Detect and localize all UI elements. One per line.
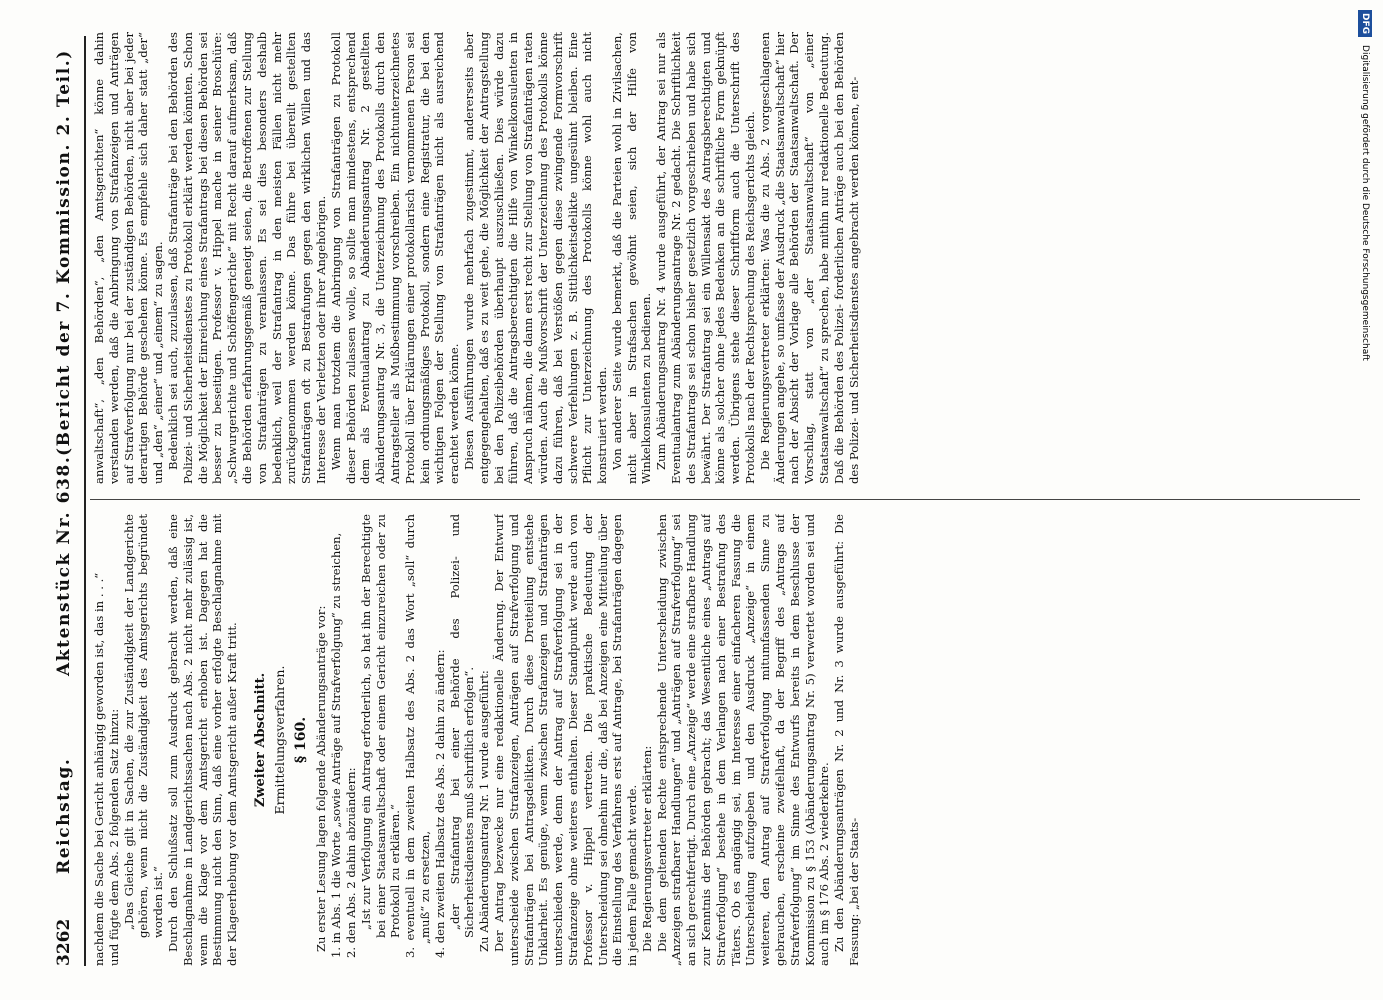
dfg-logo: DFG	[1359, 10, 1373, 37]
paragraph: Zu Abänderungsantrag Nr. 1 wurde ausgeführt:	[477, 670, 492, 952]
paragraph: Zum Abänderungsantrag Nr. 4 wurde ausgeführt, der Antrag sei nur als Eventualantrag zum Abänderungsantrage Nr. 2 gedacht. Die Schriftlichkeit des Strafantrags sei schon bisher gesetzlich vorgeschrieben und habe sich bewährt. Der Strafantrag sei ein Willensakt des Antragsberechtigten und könne als solcher ohne jedes Bedenken an die schriftliche Form geknüpft werden. Übrigens stehe dieser Schriftform auch die Unterschrift des Protokolls nach der Rechtsprechung des Reichsgerichts gleich.	[654, 32, 758, 484]
text-column-left	[92, 514, 1360, 966]
quoted-paragraph: „Das Gleiche gilt in Sachen, die zur Zuständigkeit der Landgerichte gehören, wenn nicht die Zuständigkeit des Amtsgerichts begründet worden ist.“	[121, 514, 166, 938]
paragraph: Wenn man trotzdem die Anbringung von Strafanträgen zu Protokoll dieser Behörden zulassen wolle, so sollte man mindestens, entsprechend dem als Eventualantrag zu Abänderungsantrag Nr. 2 gestellten Abänderungsantrag Nr. 3, die Unterzeichnung des Protokolls durch den Antragsteller als Mußbestimmung vorschreiben. Ein nichtunterzeichnetes Protokoll über Erklärungen einer protokollarisch vernommenen Person sei kein ordnungsmäßiges Protokoll, sondern eine Registratur, die bei den wichtigen Folgen der Stellung von Strafanträgen nicht als ausreichend erachtet werden könne.	[328, 32, 462, 484]
digitization-credit	[1352, 10, 1378, 990]
paragraph: anwaltschaft“, „den Behörden“, „den Amtsgerichten“ könne dahin verstanden werden, daß die Anbringung von Strafanzeigen und Anträgen auf Strafverfolgung nur bei der zuständigen Behörden, nicht aber bei jeder derartigen Behörde geschehen könne. Es empfehle sich daher statt „der“ und „den“ „einer“ und „einem“ zu sagen.	[92, 32, 166, 484]
header-left-title: Reichstag.	[54, 757, 74, 874]
paragraph: Die Regierungsvertreter erklärten:	[639, 745, 654, 952]
section-subtitle: Ermittelungsverfahren.	[271, 665, 287, 815]
paragraph: und fügte dem Abs. 2 folgenden Satz hinzu:	[106, 708, 121, 966]
document-label: Aktenstück Nr. 638.	[54, 455, 74, 676]
page-number: 3262	[54, 918, 74, 966]
quoted-paragraph: „der Strafantrag bei einer Behörde des Polizei- und Sicherheitsdienstes muß schriftlich erfolgen“.	[447, 514, 477, 938]
quoted-paragraph: „Ist zur Verfolgung ein Antrag erforderlich, so hat ihn der Berechtigte bei einer Staatsanwaltschaft oder einem Gericht einzureichen oder zu Protokoll zu erklären.“	[358, 514, 403, 938]
credit-text: Digitalisierung gefördert durch die Deutsche Forschungsgemeinschaft	[1360, 45, 1370, 361]
paragraph: Diesen Ausführungen wurde mehrfach zugestimmt, andererseits aber entgegengehalten, daß es zu weit gehe, die Möglichkeit der Antragstellung bei den Polizeibehörden überhaupt auszuschließen. Dies würde dazu führen, daß die Antragsberechtigten die Hilfe von Winkelkonsulenten in Anspruch nähmen, die dann erst recht zur Stellung von Strafanträgen raten würden. Auch die Mußvorschrift der Unterzeichnung des Protokolls könne dazu führen, daß bei Verstößen gegen diese zwingende Formvorschrift schwere Verfehlungen z. B. Sittlichkeitsdelikte ungesühnt bleiben. Eine Pflicht zur Unterzeichnung des Protokolls könne wohl auch nicht konstruiert werden.	[461, 32, 610, 484]
paragraph: Durch den Schlußsatz soll zum Ausdruck gebracht werden, daß eine Beschlagnahme in Landgerichtssachen nach Abs. 2 nicht mehr zulässig ist, wenn die Klage vor dem Amtsgericht erhoben ist. Dagegen hat die Bestimmung nicht den Sinn, daß eine vorher erfolgte Beschlagnahme mit der Klageerhebung vor dem Amtsgericht außer Kraft tritt.	[165, 514, 240, 966]
list-item: 1. in Abs. 1 die Worte „sowie Anträge auf Strafverfolgung“ zu streichen,	[329, 532, 344, 958]
text-column-right	[92, 32, 1360, 484]
paragraph: Die Regierungsvertreter erklärten: Was die zu Abs. 2 vorgeschlagenen Änderungen angehe, so umfasse der Ausdruck „die Staatsanwaltschaft“ hier nach der Absicht der Vorlage alle Behörden der Staatsanwaltschaft. Der Vorschlag, statt von „der Staatsanwaltschaft“ von „einer Staatsanwaltschaft“ zu sprechen, habe mithin nur redaktionelle Bedeutung. Daß die Behörden des Polizei- forderlichen Anträge auch bei den Behörden des Polizei- und Sicherheitsdienstes angebracht werden können, ent-	[757, 32, 861, 484]
paragraph: Der Antrag bezwecke nur eine redaktionelle Änderung. Der Entwurf unterscheide zwischen Strafanzeigen, Anträgen auf Strafverfolgung und Strafanträgen bei Antragsdelikten. Durch diese Dreiteilung entstehe Unklarheit. Es genüge, wenn zwischen Strafanzeigen und Strafanträgen unterschieden werde, denn der Antrag auf Strafverfolgung sei in der Strafanzeige ohne weiteres enthalten. Dieser Standpunkt werde auch von Professor v. Hippel vertreten. Die praktische Bedeutung der Unterscheidung sei ohnehin nur die, daß bei Anzeigen eine Mitteilung über die Einstellung des Verfahrens erst auf Antrage, bei Strafanträgen dagegen in jedem Falle gemacht werde.	[491, 514, 640, 966]
list-item: 2. den Abs. 2 dahin abzuändern:	[343, 767, 358, 958]
paragraph-number: § 160.	[292, 716, 309, 764]
paragraph: nachdem die Sache bei Gericht anhängig geworden ist, das in . . .“	[92, 572, 106, 966]
paragraph: Bedenklich sei auch, zuzulassen, daß Strafanträge bei den Behörden des Polizei- und Sicherheitsdienstes zu Protokoll erklärt werden könnten. Schon die Möglichkeit der Einreichung eines Strafantrags bei diesen Behörden sei besser zu beseitigen. Professor v. Hippel mache in seiner Broschüre: „Schwurgerichte und Schöffengerichte“ mit Recht darauf aufmerksam, daß die Behörden erfahrungsgemäß geneigt seien, die Betroffenen zur Stellung von Strafanträgen zu veranlassen. Es sei dies besonders deshalb bedenklich, weil der Strafantrag in den meisten Fällen nicht mehr zurückgenommen werden könne. Das führe bei übereilt gestellten Strafanträgen oft zu Bestrafungen gegen den wirklichen Willen und das Interesse der Verletzten oder ihrer Angehörigen.	[165, 32, 328, 484]
report-title: (Bericht der 7. Kommission. 2. Teil.)	[54, 49, 74, 456]
credit-line	[1352, 10, 1378, 990]
paragraph: Von anderer Seite wurde bemerkt, daß die Parteien wohl in Zivilsachen, nicht aber in Strafsachen gewöhnt seien, sich der Hilfe von Winkelkonsulenten zu bedienen.	[609, 32, 654, 484]
header-rule	[84, 36, 86, 966]
paragraph: Die dem geltenden Rechte entsprechende Unterscheidung zwischen „Anzeigen strafbarer Handlungen“ und „Anträgen auf Strafverfolgung“ sei an sich gerechtfertigt. Durch eine „Anzeige“ werde eine strafbare Handlung zur Kenntnis der Behörden gebracht; das Wesentliche eines „Antrags auf Strafverfolgung“ bestehe in dem Verlangen nach einer Bestrafung des Täters. Ob es angängig sei, im Interesse einer einfacheren Fassung die Unterscheidung aufzugeben und den Ausdruck „Anzeige“ in einem weiteren, den Antrag auf Strafverfolgung mitumfassenden Sinne zu gebrauchen, erscheine zweifelhaft, da der Begriff des „Antrags auf Strafverfolgung“ im Sinne des Entwurfs bereits in dem Beschlusse der Kommission zu § 153 (Abänderungsantrag Nr. 5) verwertet worden sei und auch im § 176 Abs. 2 wiederkehre.	[654, 514, 832, 966]
list-item: 4. den zweiten Halbsatz des Abs. 2 dahin zu ändern:	[432, 649, 447, 958]
paragraph: Zu erster Lesung lagen folgende Abänderungsanträge vor:	[314, 605, 329, 952]
page-header	[50, 36, 80, 966]
column-divider	[90, 499, 1360, 500]
list-item: 3. eventuell in dem zweiten Halbsatz des Abs. 2 das Wort „soll“ durch „muß“ zu ersetzen,	[403, 514, 432, 958]
paragraph: Zu den Abänderungsanträgen Nr. 2 und Nr. 3 wurde ausgeführt: Die Fassung: „bei der Staats-	[832, 514, 862, 966]
section-title: Zweiter Abschnitt.	[252, 672, 268, 808]
